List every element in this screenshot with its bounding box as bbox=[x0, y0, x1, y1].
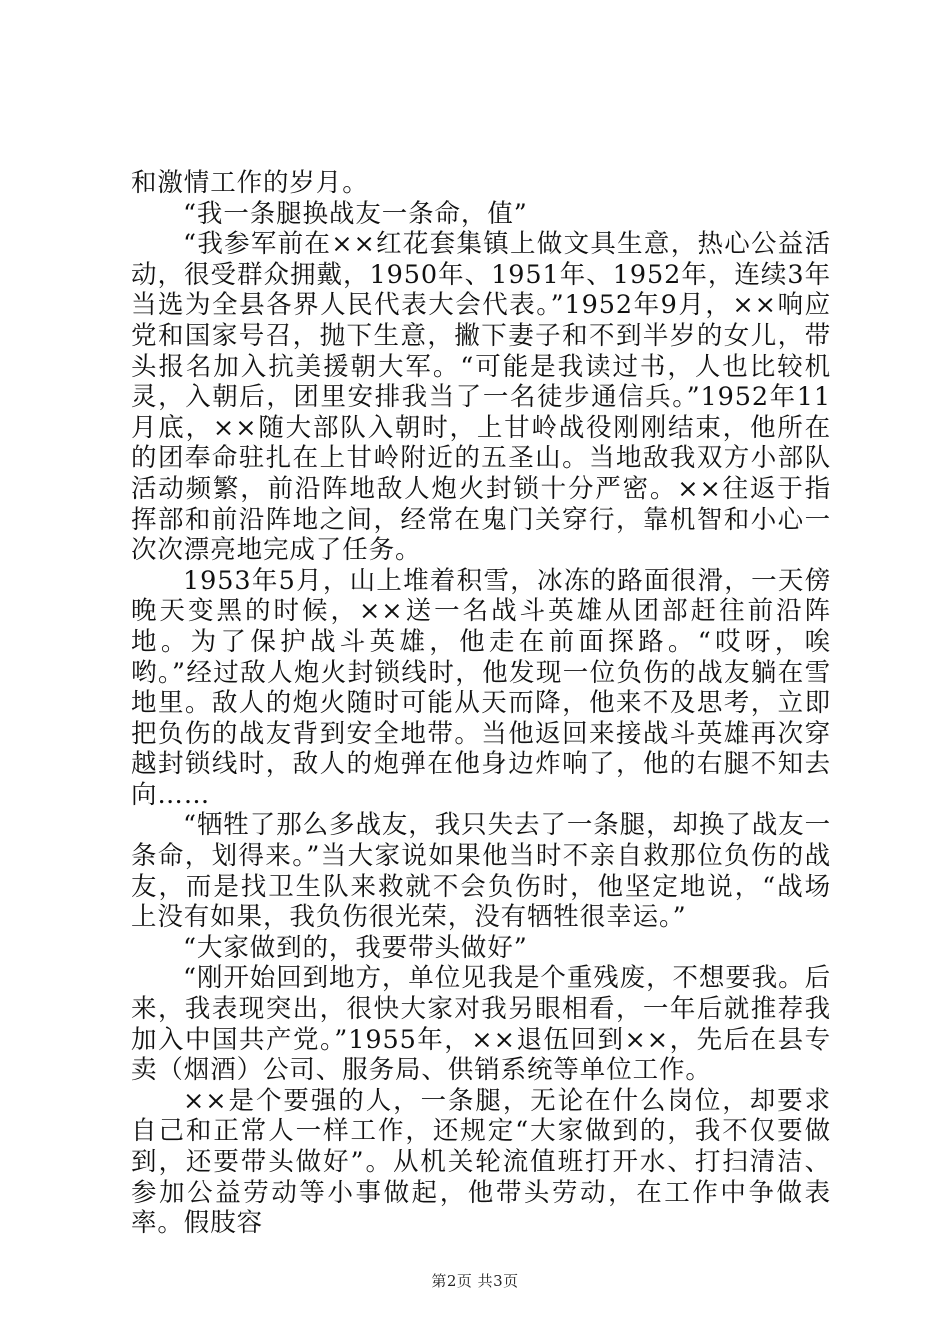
section-heading-2: “大家做到的，我要带头做好” bbox=[183, 932, 528, 963]
document-body bbox=[131, 168, 831, 1239]
paragraph-5: “刚开始回到地方，单位见我是个重残废，不想要我。后来，我表现突出，很快大家对我另眼相看，一年后就推荐我加入中国共产党。”1955年，××退伍回到××，先后在县专卖（烟酒）公司、服务局、供销系统等单位工作。 bbox=[131, 963, 831, 1086]
paragraph-3: 1953年5月，山上堆着积雪，冰冻的路面很滑，一天傍晚天变黑的时候，××送一名战斗英雄从团部赶往前沿阵地。为了保护战斗英雄，他走在前面探路。“哎呀，唉哟。”经过敌人炮火封锁线时，他发现一位负伤的战友躺在雪地里。敌人的炮火随时可能从天而降，他来不及思考，立即把负伤的战友背到安全地带。当他返回来接战斗英雄再次穿越封锁线时，敌人的炮弹在他身边炸响了，他的右腿不知去向…… bbox=[131, 565, 831, 810]
paragraph-2: “我参军前在××红花套集镇上做文具生意，热心公益活动，很受群众拥戴，1950年、1951年、1952年，连续3年当选为全县各界人民代表大会代表。”1952年9月，××响应党和国家号召，抛下生意，撇下妻子和不到半岁的女儿，带头报名加入抗美援朝大军。“可能是我读过书，人也比较机灵，入朝后，团里安排我当了一名徒步通信兵。”1952年11月底，××随大部队入朝时，上甘岭战役刚刚结束，他所在的团奉命驻扎在上甘岭附近的五圣山。当地敌我双方小部队活动频繁，前沿阵地敌人炮火封锁十分严密。××往返于指挥部和前沿阵地之间，经常在鬼门关穿行，靠机智和小心一次次漂亮地完成了任务。 bbox=[131, 229, 831, 566]
paragraph-1: 和激情工作的岁月。 bbox=[131, 168, 369, 198]
page-footer: 第2页 共3页 bbox=[431, 1272, 519, 1290]
paragraph-6: ××是个要强的人，一条腿，无论在什么岗位，却要求自己和正常人一样工作，还规定“大家做到的，我不仅要做到，还要带头做好”。从机关轮流值班打开水、打扫清洁、参加公益劳动等小事做起，他带头劳动，在工作中争做表率。假肢容 bbox=[131, 1085, 831, 1239]
section-heading-1: “我一条腿换战友一条命，值” bbox=[183, 198, 528, 229]
paragraph-4: “牺牲了那么多战友，我只失去了一条腿，却换了战友一条命，划得来。”当大家说如果他当时不亲自救那位负伤的战友，而是找卫生队来救就不会负伤时，他坚定地说，“战场上没有如果，我负伤很光荣，没有牺牲很幸运。” bbox=[131, 810, 831, 933]
